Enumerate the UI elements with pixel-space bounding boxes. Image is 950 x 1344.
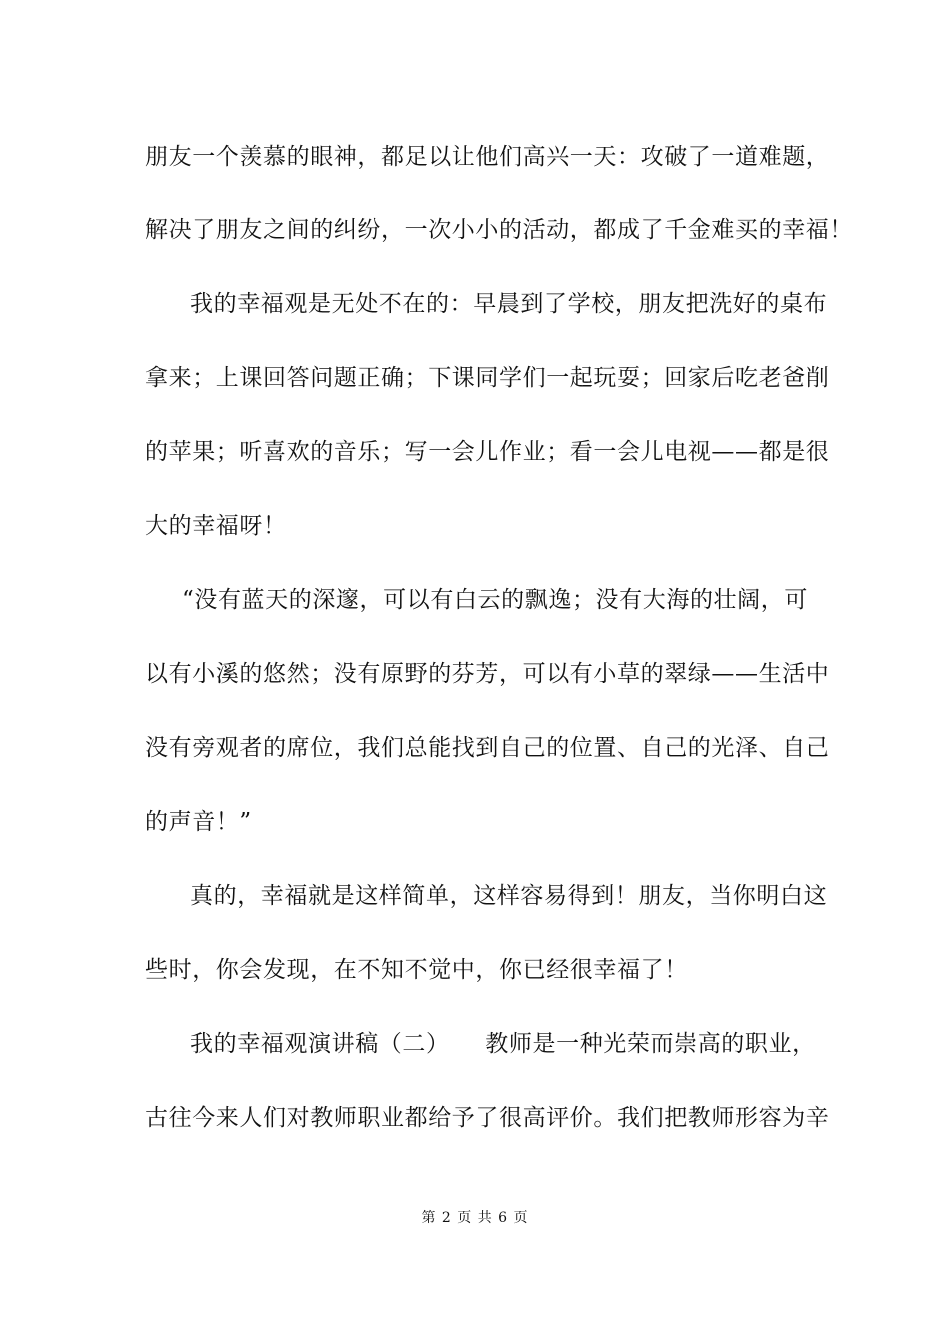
body-text-line: 的苹果；听喜欢的音乐；写一会儿作业；看一会儿电视——都是很 — [145, 439, 830, 465]
body-text-line: 的声音！” — [145, 809, 252, 835]
body-text-line: 我的幸福观演讲稿（二） 教师是一种光荣而崇高的职业， — [190, 1031, 816, 1057]
body-text-line: 朋友一个羡慕的眼神，都足以让他们高兴一天：攻破了一道难题， — [145, 144, 830, 170]
body-text-line: 些时，你会发现，在不知不觉中，你已经很幸福了！ — [145, 957, 688, 983]
body-text-line: 古往今来人们对教师职业都给予了很高评价。我们把教师形容为辛 — [145, 1105, 830, 1131]
body-text-line: 真的，幸福就是这样简单，这样容易得到！朋友，当你明白这 — [190, 883, 828, 909]
body-text-line: 没有旁观者的席位，我们总能找到自己的位置、自己的光泽、自己 — [145, 735, 830, 761]
body-text-line: 大的幸福呀！ — [145, 513, 287, 539]
body-text-line: 我的幸福观是无处不在的：早晨到了学校，朋友把洗好的桌布 — [190, 291, 828, 317]
body-text-line: 解决了朋友之间的纠纷，一次小小的活动，都成了千金难买的幸福！ — [145, 217, 853, 243]
body-text-line: “没有蓝天的深邃，可以有白云的飘逸；没有大海的壮阔，可 — [182, 587, 808, 613]
body-text-line: 以有小溪的悠然；没有原野的芬芳，可以有小草的翠绿——生活中 — [145, 661, 830, 687]
body-text-line: 拿来；上课回答问题正确；下课同学们一起玩耍；回家后吃老爸削 — [145, 365, 830, 391]
page-number-footer: 第 2 页 共 6 页 — [421, 1210, 529, 1226]
